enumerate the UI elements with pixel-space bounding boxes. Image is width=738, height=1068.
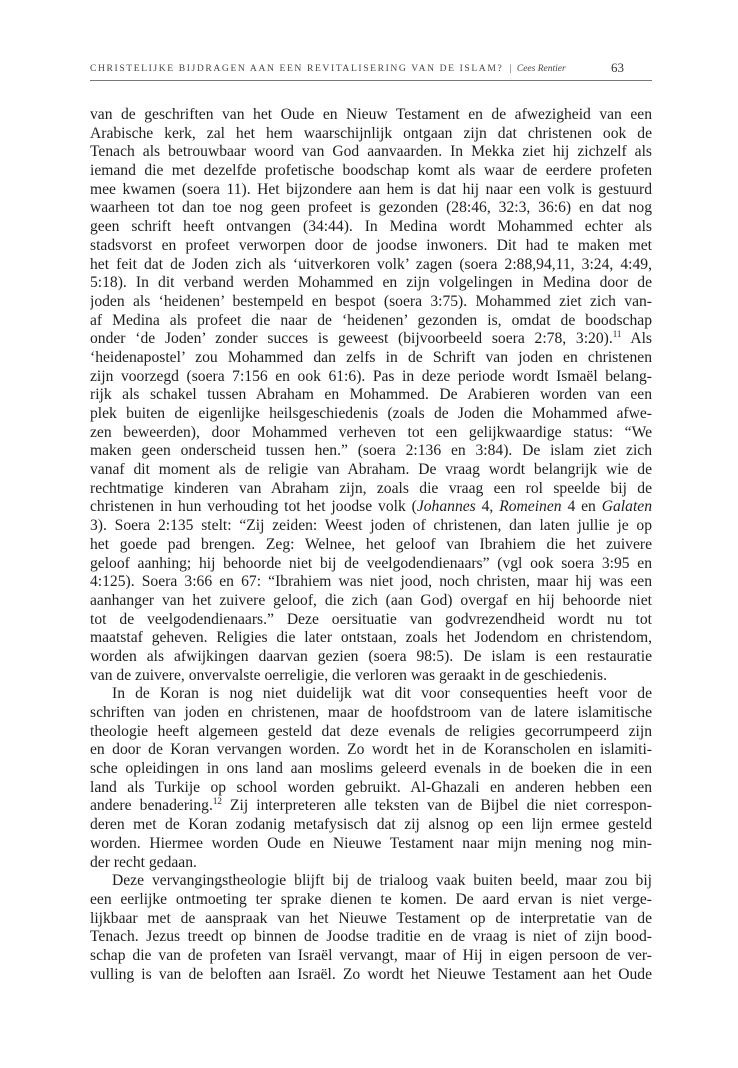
text-run: christenen in hun verhouding tot het joodse volk ( — [90, 498, 417, 516]
text-line — [90, 555, 652, 574]
text-run: mee kwamen (soera 11). Het bijzondere aan hem is dat hij naar een volk is gestuurd — [90, 180, 652, 198]
text-run: plek buiten de eigenlijke heilsgeschiedenis (zoals de Joden die Mohammed afwe- — [90, 405, 652, 422]
text-line — [90, 424, 652, 443]
header-separator: | — [509, 63, 513, 74]
text-line — [90, 312, 652, 331]
text-line — [90, 368, 652, 387]
text-line — [90, 237, 652, 256]
text-run: joden als ‘heidenen’ bestempeld en bespot (soera 3:75). Mohammed ziet zich van- — [90, 292, 652, 310]
text-run: 4:125). Soera 3:66 en 67: “Ibrahiem was niet jood, noch christen, maar hij was een — [90, 573, 652, 591]
text-run: van de zuivere, onvervalste oerreligie, die verloren was geraakt in de geschiedenis. — [90, 666, 607, 684]
text-line — [90, 648, 652, 667]
text-run: deren met de Koran zodanig metafysisch dat zij alsnog op een lijn ermee gesteld — [90, 816, 652, 834]
text-line — [90, 835, 652, 854]
text-line — [90, 125, 652, 144]
text-run: worden als afwijkingen daarvan gezien (soera 98:5). De islam is een restauratie — [90, 647, 652, 665]
text-run: schriften van joden en christenen, maar de hoofdstroom van de latere islamitische — [90, 704, 652, 721]
text-run: rechtmatige kinderen van Abraham zijn, zoals die vraag een rol speelde bij de — [90, 479, 652, 497]
text-run: stadsvorst en profeet verworpen door de joodse inwoners. Dit had te maken met — [90, 236, 652, 254]
text-line — [90, 947, 652, 966]
text-run: rijk als schakel tussen Abraham en Mohammed. De Arabieren worden van een — [90, 386, 652, 404]
text-line — [90, 592, 652, 611]
text-run: Als — [621, 330, 652, 348]
text-line — [90, 797, 652, 816]
text-run: Tenach als betrouwbaar woord van God aanvaarden. In Mekka ziet hij zichzelf als — [90, 143, 652, 161]
footnote-reference: 12 — [212, 797, 222, 807]
text-run: vanaf dit moment als de religie van Abraham. De vraag wordt belangrijk wie de — [90, 461, 652, 479]
text-line — [90, 293, 652, 312]
running-header-title — [90, 63, 566, 74]
text-line — [90, 349, 652, 368]
page-number: 63 — [611, 60, 624, 75]
text-run: tot de veelgodendienaars.” Deze oersituatie van godvrezendheid wordt nu tot — [90, 610, 652, 628]
text-run: maatstaf geheven. Religies die later ontstaan, zoals het Jodendom en christendom, — [90, 629, 652, 647]
running-header — [90, 60, 652, 81]
text-run: en door de Koran vervangen worden. Zo wordt het in de Koranscholen en islamiti- — [90, 741, 652, 759]
text-line — [90, 536, 652, 555]
text-run: andere benadering. — [90, 797, 213, 815]
text-run: 4 en — [561, 498, 602, 516]
text-line — [90, 573, 652, 592]
text-line — [90, 386, 652, 405]
text-line — [90, 704, 652, 723]
text-line — [90, 611, 652, 630]
text-run: 5:18). In dit verband werden Mohammed en zijn volgelingen in Medina door de — [90, 274, 652, 292]
italic-citation: Johannes — [416, 498, 476, 516]
text-line — [90, 685, 652, 704]
text-run: land als Turkije op school worden gebruikt. Al-Ghazali en anderen hebben een — [90, 778, 652, 796]
text-run: het goede pad brengen. Zeg: Welnee, het geloof van Ibrahiem die het zuivere — [90, 535, 652, 553]
text-run: Zij interpreteren alle teksten van de Bijbel die niet correspon- — [221, 797, 652, 815]
text-run: onder ‘de Joden’ zonder succes is geweest (bijvoorbeeld soera 2:78, 3:20). — [90, 330, 613, 348]
text-run: het feit dat de Joden zich als ‘uitverkoren volk’ zagen (soera 2:88,94,11, 3:24, 4:49, — [90, 255, 652, 273]
article-title: CHRISTELIJKE BIJDRAGEN AAN EEN REVITALISERING VAN DE ISLAM? — [90, 63, 504, 74]
text-run: waarheen tot dan toe nog geen profeet is gezonden (28:46, 32:3, 36:6) en dat nog — [90, 199, 652, 217]
text-line — [90, 442, 652, 461]
text-run: zen beweerden), door Mohammed verheven tot een gelijkwaardige status: “We — [90, 423, 652, 441]
text-run: Tenach. Jezus treedt op binnen de Joodse traditie en de vraag is niet of zijn bood- — [90, 928, 652, 946]
text-run: iemand die met dezelfde profetische boodschap komt als waar de eerdere profeten — [90, 162, 652, 180]
text-run: een eerlijke ontmoeting ter sprake dienen te komen. De aard ervan is niet verge- — [90, 890, 652, 908]
text-run: af Medina als profeet die naar de ‘heidenen’ gezonden is, omdat de boodschap — [90, 311, 652, 329]
text-line — [90, 405, 652, 424]
text-line — [90, 816, 652, 835]
body-text — [90, 106, 652, 984]
text-line — [90, 779, 652, 798]
text-line — [90, 274, 652, 293]
text-line — [90, 461, 652, 480]
text-line — [90, 667, 652, 686]
text-line — [90, 330, 652, 349]
text-run: Arabische kerk, zal het hem waarschijnlijk ontgaan zijn dat christenen ook de — [90, 124, 652, 142]
text-run: der recht gedaan. — [90, 853, 197, 871]
text-line — [90, 143, 652, 162]
text-line — [90, 106, 652, 125]
text-run: Deze vervangingstheologie blijft bij de trialoog vaak buiten beeld, maar zou bij — [112, 872, 652, 890]
text-line — [90, 891, 652, 910]
text-run: zijn voorzegd (soera 7:156 en ook 61:6). Pas in deze periode wordt Ismaël belang- — [90, 367, 652, 385]
text-line — [90, 872, 652, 891]
text-run: geen schrift heeft ontvangen (34:44). In Medina wordt Mohammed echter als — [90, 218, 652, 236]
text-run: aanhanger van het zuivere geloof, die zich (aan God) overgaf en hij behoorde niet — [90, 591, 652, 609]
text-run: maken geen onderscheid tussen hen.” (soera 2:136 en 3:84). De islam ziet zich — [90, 442, 652, 460]
text-run: 3). Soera 2:135 stelt: “Zij zeiden: Weest joden of christenen, dan laten jullie je op — [90, 517, 652, 535]
text-run: worden. Hiermee worden Oude en Nieuwe Testament naar mijn mening nog min- — [90, 834, 652, 852]
text-line — [90, 181, 652, 200]
text-line — [90, 928, 652, 947]
text-line — [90, 910, 652, 929]
text-run: lijkbaar met de aanspraak van het Nieuwe Testament op de interpretatie van de — [90, 909, 652, 927]
text-line — [90, 854, 652, 873]
text-line — [90, 256, 652, 275]
text-run: van de geschriften van het Oude en Nieuw Testament en de afwezigheid van een — [90, 106, 652, 123]
text-run: In de Koran is nog niet duidelijk wat dit voor consequenties heeft voor de — [112, 685, 652, 703]
text-line — [90, 162, 652, 181]
text-run: vulling is van de beloften aan Israël. Zo wordt het Nieuwe Testament aan het Oude — [90, 965, 652, 983]
text-line — [90, 966, 652, 985]
text-line — [90, 218, 652, 237]
text-line — [90, 723, 652, 742]
text-line — [90, 498, 652, 517]
text-run: sche opleidingen in ons land aan moslims geleerd evenals in de boeken die in een — [90, 760, 652, 778]
text-line — [90, 480, 652, 499]
italic-citation: Romeinen — [499, 498, 562, 516]
text-line — [90, 760, 652, 779]
author-name: Cees Rentier — [516, 64, 566, 74]
text-line — [90, 199, 652, 218]
text-run: geloof aanhing; hij behoorde niet bij de veelgodendienaars” (vgl ook soera 3:95 en — [90, 554, 652, 572]
text-run: theologie heeft algemeen gesteld dat deze evenals de religies gecorrumpeerd zijn — [90, 722, 652, 740]
footnote-reference: 11 — [612, 330, 622, 340]
text-line — [90, 629, 652, 648]
text-run: 4, — [475, 498, 500, 516]
text-run: schap die van de profeten van Israël vervangt, maar of Hij in eigen persoon de ver- — [90, 946, 652, 964]
text-line — [90, 741, 652, 760]
text-run: ‘heidenapostel’ zou Mohammed dan zelfs in de Schrift van joden en christenen — [90, 348, 652, 366]
italic-citation: Galaten — [601, 498, 652, 516]
text-line — [90, 517, 652, 536]
